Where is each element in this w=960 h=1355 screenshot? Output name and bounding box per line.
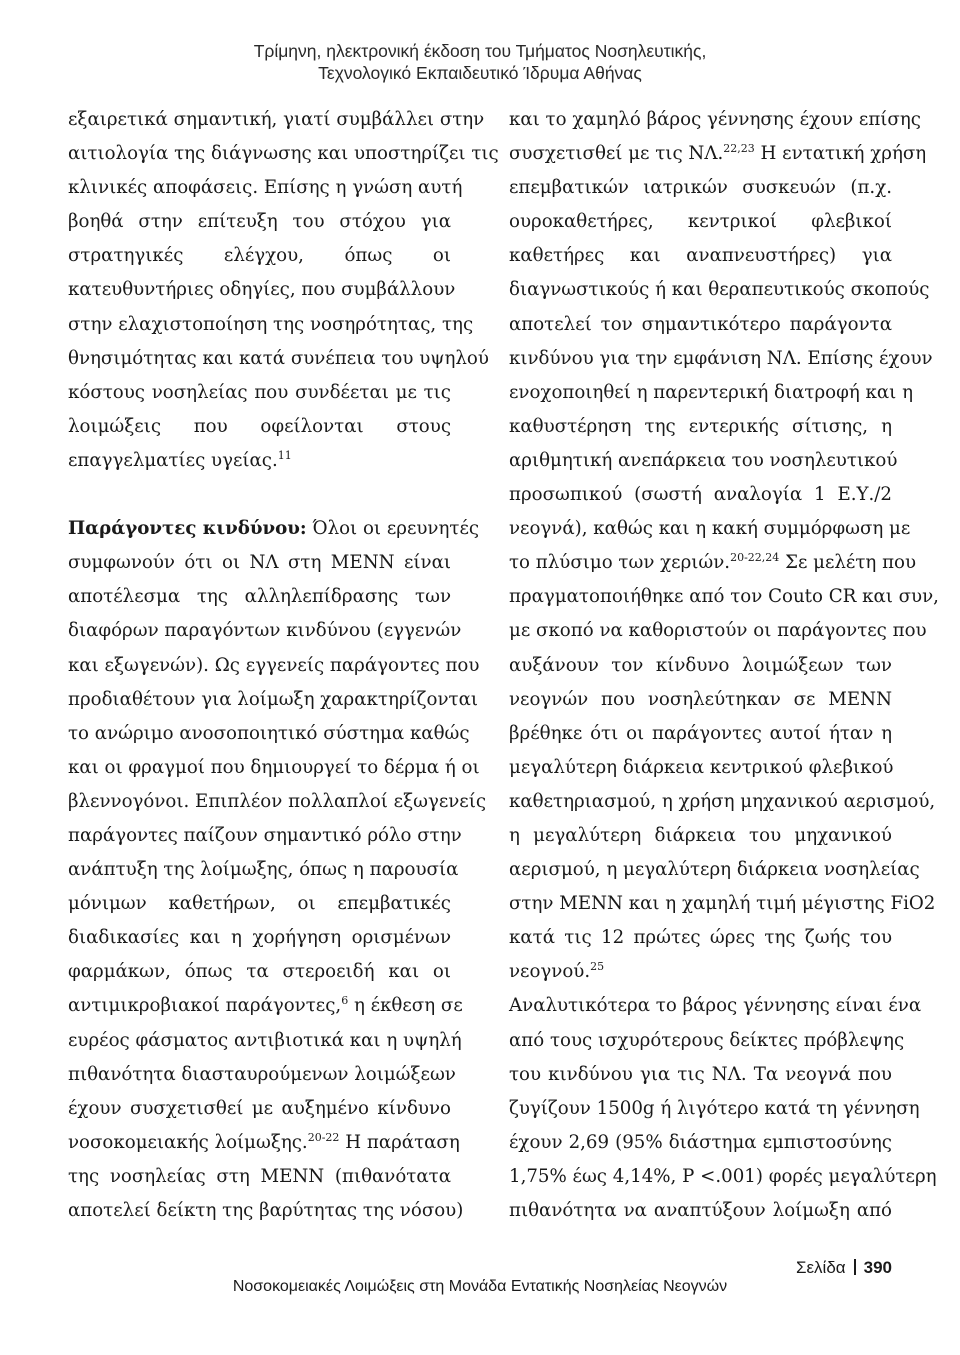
- body-line: αιτιολογία της διάγνωσης και υποστηρίζει τις: [68, 143, 499, 165]
- body-text: Η παράταση: [339, 1131, 460, 1153]
- body-line: βλεννογόνοι. Επιπλέον πολλαπλοί εξωγενείς: [68, 790, 487, 812]
- journal-header-line-2: Τεχνολογικό Εκπαιδευτικό Ίδρυμα Αθήνας: [318, 63, 642, 83]
- body-line: το ανώριμο ανοσοποιητικό σύστημα καθώς: [68, 722, 470, 744]
- body-line: φαρμάκων, όπως τα στεροειδή και οι: [68, 961, 451, 983]
- body-text: νεογνού.: [509, 961, 591, 983]
- body-line: κόστους νοσηλείας που συνδέεται με τις: [68, 381, 451, 403]
- body-line: ενοχοποιηθεί η παρεντερική διατροφή και η: [509, 381, 913, 403]
- body-line: προδιαθέτουν για λοίμωξη χαρακτηρίζονται: [68, 688, 479, 710]
- body-line: αποτελεί τον σημαντικότερο παράγοντα: [509, 313, 892, 335]
- body-line: αποτελεί δείκτη της βαρύτητας της νόσου): [68, 1200, 464, 1221]
- body-line: νεογνών που νοσηλεύτηκαν σε ΜΕΝΝ: [509, 688, 892, 710]
- body-line: Αναλυτικότερα το βάρος γέννησης είναι ένα: [509, 995, 922, 1017]
- body-line: και το χαμηλό βάρος γέννησης έχουν επίσης: [509, 109, 921, 130]
- body-line: βρέθηκε ότι οι παράγοντες αυτοί ήταν η: [509, 722, 892, 744]
- body-line: ζυγίζουν 1500g ή λιγότερο κατά τη γέννηση: [509, 1097, 920, 1119]
- body-line: ανάπτυξη της λοίμωξης, όπως η παρουσία: [68, 859, 459, 881]
- body-text: η έκθεση σε: [348, 995, 463, 1017]
- body-line: [68, 1126, 460, 1160]
- body-line: [509, 955, 892, 989]
- body-line: πραγματοποιήθηκε από τον Couto CR και συν,: [509, 586, 939, 608]
- citation-ref: 6: [341, 994, 349, 1008]
- body-line: 1,75% έως 4,14%, P <.001) φορές μεγαλύτερη: [509, 1165, 937, 1187]
- body-line: προσωπικού (σωστή αναλογία 1 Ε.Υ./2: [509, 484, 892, 506]
- body-text: Σε μελέτη που: [779, 552, 917, 574]
- body-line: λοιμώξεις που οφείλονται στους: [68, 415, 451, 437]
- body-line: στρατηγικές ελέγχου, όπως οι: [68, 245, 451, 267]
- body-line: αερισμού, η μεγαλύτερη διάρκεια νοσηλείας: [509, 859, 920, 881]
- citation-ref: 22,23: [723, 142, 755, 156]
- body-line: παράγοντες παίζουν σημαντικό ρόλο στην: [68, 824, 462, 846]
- page-label: Σελίδα: [795, 1258, 846, 1277]
- body-text: Όλοι οι ερευνητές: [306, 518, 480, 540]
- body-line: η μεγαλύτερη διάρκεια του μηχανικού: [509, 824, 892, 846]
- body-line: έχουν 2,69 (95% διάστημα εμπιστοσύνης: [509, 1131, 892, 1153]
- body-text: Η εντατική χρήση: [754, 143, 927, 165]
- body-line: [68, 512, 480, 546]
- body-line: κατά τις 12 πρώτες ώρες της ζωής του: [509, 927, 892, 949]
- body-line: [68, 444, 451, 478]
- paragraph-gap: [68, 478, 451, 512]
- left-column: [68, 103, 499, 1228]
- body-line: στην ΜΕΝΝ και η χαμηλή τιμή μέγιστης FiO2: [509, 893, 936, 915]
- body-line: ευρέος φάσματος αντιβιοτικά και η υψηλή: [68, 1029, 462, 1051]
- citation-ref: 20-22: [307, 1130, 340, 1144]
- body-line: και οι φραγμοί που δημιουργεί το δέρμα ή οι: [68, 756, 480, 778]
- body-line: βοηθά στην επίτευξη του στόχου για: [68, 211, 451, 233]
- section-heading: Παράγοντες κινδύνου:: [68, 518, 307, 540]
- body-line: του κινδύνου για τις ΝΛ. Τα νεογνά που: [509, 1063, 892, 1085]
- body-text: νοσοκομειακής λοίμωξης.: [68, 1131, 308, 1153]
- body-line: αυξάνουν τον κίνδυνο λοιμώξεων των: [509, 654, 892, 676]
- page-number-value: 390: [863, 1258, 892, 1277]
- body-line: μόνιμων καθετήρων, οι επεμβατικές: [68, 893, 451, 915]
- body-text: συσχετισθεί με τις ΝΛ.: [509, 143, 724, 165]
- journal-header: [0, 40, 960, 84]
- running-footer: Νοσοκομειακές Λοιμώξεις στη Μονάδα Εντατικής Νοσηλείας Νεογνών: [232, 1278, 728, 1295]
- body-line: νεογνά), καθώς και η κακή συμμόρφωση με: [509, 518, 911, 540]
- body-text: το πλύσιμο των χεριών.: [509, 552, 731, 574]
- body-line: [509, 546, 917, 580]
- body-line: συμφωνούν ότι οι ΝΛ στη ΜΕΝΝ είναι: [68, 552, 451, 574]
- body-line: καθετηριασμού, η χρήση μηχανικού αερισμού,: [509, 790, 936, 812]
- body-line: κλινικές αποφάσεις. Επίσης η γνώση αυτή: [68, 177, 463, 199]
- body-line: καθετήρες και αναπνευστήρες) για: [509, 245, 892, 267]
- body-text: αντιμικροβιακοί παράγοντες,: [68, 995, 342, 1017]
- body-line: κινδύνου για την εμφάνιση ΝΛ. Επίσης έχουν: [509, 347, 933, 369]
- body-line: διαδικασίες και η χορήγηση ορισμένων: [68, 927, 451, 949]
- body-line: στην ελαχιστοποίηση της νοσηρότητας, της: [68, 313, 474, 335]
- page-divider: [854, 1259, 856, 1275]
- citation-ref: 25: [590, 960, 605, 974]
- body-line: της νοσηλείας στη ΜΕΝΝ (πιθανότατα: [68, 1165, 451, 1187]
- body-line: και εξωγενών). Ως εγγενείς παράγοντες που: [68, 654, 480, 676]
- body-line: αριθμητική ανεπάρκεια του νοσηλευτικού: [509, 449, 898, 471]
- citation-ref: 20-22,24: [730, 551, 780, 565]
- body-line: καθυστέρηση της εντερικής σίτισης, η: [509, 415, 892, 437]
- body-line: διαφόρων παραγόντων κινδύνου (εγγενών: [68, 620, 462, 642]
- body-line: [68, 989, 463, 1023]
- right-column: [509, 103, 939, 1228]
- body-line: αποτέλεσμα της αλληλεπίδρασης των: [68, 586, 451, 608]
- body-line: κατευθυντήριες οδηγίες, που συμβάλλουν: [68, 279, 456, 301]
- body-line: θνησιμότητας και κατά συνέπεια του υψηλού: [68, 347, 489, 369]
- citation-ref: 11: [277, 448, 292, 462]
- body-line: εξαιρετικά σημαντική, γιατί συμβάλλει στην: [68, 109, 485, 130]
- body-line: με σκοπό να καθοριστούν οι παράγοντες που: [509, 620, 927, 642]
- body-line: μεγαλύτερη διάρκεια κεντρικού φλεβικού: [509, 756, 894, 778]
- body-line: πιθανότητα να αναπτύξουν λοίμωξη από: [509, 1200, 892, 1221]
- body-line: διαγνωστικούς ή και θεραπευτικούς σκοπούς: [509, 279, 930, 301]
- body-text: επαγγελματίες υγείας.: [68, 449, 278, 471]
- body-line: [509, 137, 927, 171]
- body-line: έχουν συσχετισθεί με αυξημένο κίνδυνο: [68, 1097, 451, 1119]
- body-line: ουροκαθετήρες, κεντρικοί φλεβικοί: [509, 211, 892, 233]
- body-line: από τους ισχυρότερους δείκτες πρόβλεψης: [509, 1029, 905, 1051]
- journal-header-line-1: Τρίμηνη, ηλεκτρονική έκδοση του Τμήματος Νοσηλευτικής,: [253, 41, 707, 61]
- page-number: [796, 1258, 892, 1278]
- body-line: επεμβατικών ιατρικών συσκευών (π.χ.: [509, 177, 892, 199]
- body-line: πιθανότητα διασταυρούμενων λοιμώξεων: [68, 1063, 456, 1085]
